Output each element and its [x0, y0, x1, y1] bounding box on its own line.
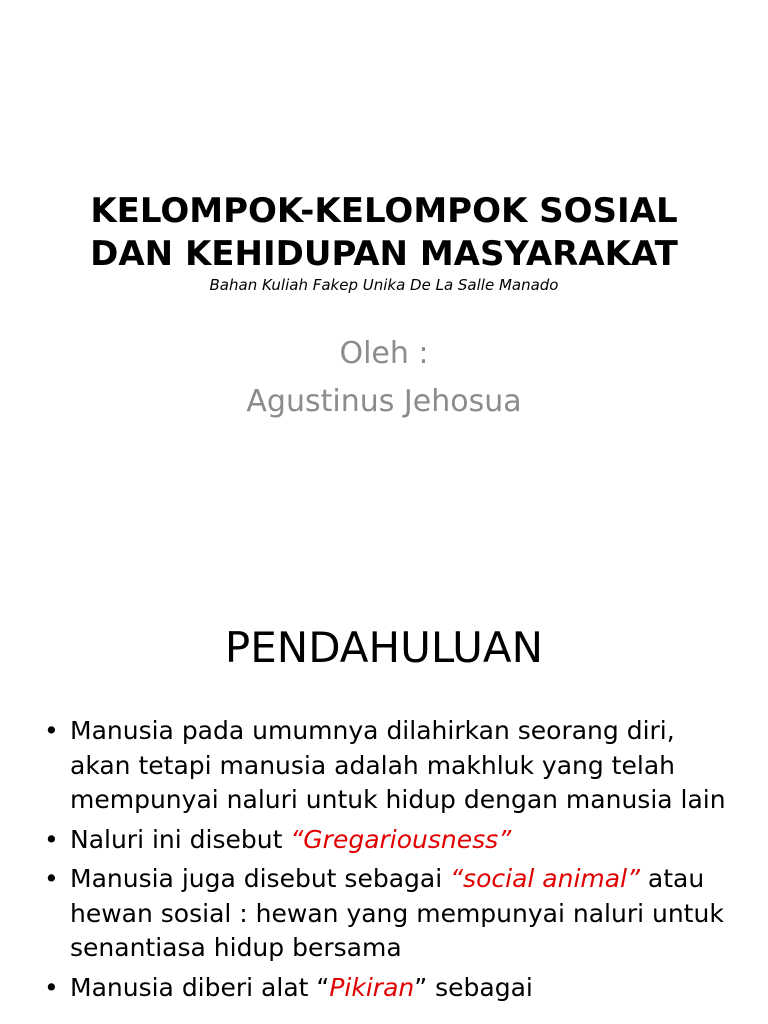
bullet-emphasis: “social animal” — [450, 864, 640, 893]
title-line-1: KELOMPOK-KELOMPOK SOSIAL — [90, 191, 678, 231]
slide-title: PENDAHULUAN — [224, 623, 544, 672]
author-label: Oleh : — [339, 336, 429, 371]
bullet-item — [0, 862, 768, 966]
bullet-marker: • — [44, 972, 59, 1002]
bullet-text-continued: atau hewan sosial : hewan yang mempunyai naluri untuk senantiasa hidup bersama — [70, 864, 724, 962]
bullet-marker: • — [44, 716, 59, 745]
bullet-emphasis: “Gregariousness” — [290, 824, 512, 854]
bullet-text-continued: ” sebagai — [414, 972, 533, 1002]
author-name: Agustinus Jehosua — [246, 384, 522, 419]
bullet-text: Manusia diberi alat “ — [70, 972, 330, 1002]
author-block — [0, 330, 768, 426]
bullet-item — [0, 971, 768, 1006]
bullet-emphasis: Pikiran — [329, 972, 415, 1002]
title-line-2: DAN KEHIDUPAN MASYARAKAT — [90, 234, 678, 274]
bullet-text: Manusia pada umumnya dilahirkan seorang diri, akan tetapi manusia adalah makhluk yang telah mempunyai naluri untuk hidup dengan manusia lain — [70, 716, 726, 814]
bullet-list — [0, 714, 768, 1010]
presentation-title — [0, 190, 768, 276]
bullet-text: Manusia juga disebut sebagai — [70, 864, 451, 893]
bullet-marker: • — [44, 864, 59, 893]
presentation-subtitle: Bahan Kuliah Fakep Unika De La Salle Manado — [209, 276, 559, 294]
content-slide — [0, 576, 768, 1024]
bullet-item — [0, 714, 768, 818]
bullet-item — [0, 823, 768, 858]
bullet-marker: • — [44, 824, 59, 854]
bullet-text: Naluri ini disebut — [70, 824, 291, 854]
